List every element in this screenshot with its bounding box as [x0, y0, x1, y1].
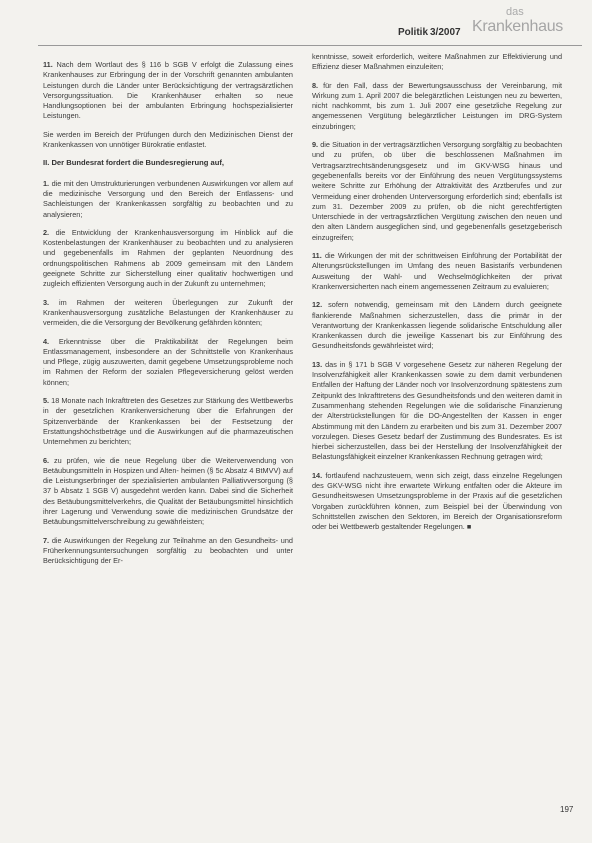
page-number: 197	[560, 805, 574, 814]
paragraph-number: 11.	[312, 251, 322, 261]
right-column	[312, 52, 562, 540]
paragraph-number: 4.	[43, 336, 50, 346]
paragraph-text: die mit den Umstrukturierungen verbundenen Auswirkungen vor allem auf die medizinische Versorgung und den Bereich der Entlassens- und Sachleistungen der Krankenkassen sorgfältig zu beobachten und zu analysieren;	[43, 178, 293, 219]
paragraph-number: 3.	[43, 297, 50, 307]
paragraph-number: 6.	[43, 455, 50, 465]
paragraph	[312, 81, 562, 132]
left-column	[43, 60, 293, 574]
paragraph-text: die Situation in der vertragsärztlichen Versorgung sorgfältig zu beobachten und zu prüfen, ob über die beschlossenen Maßnahmen im Vertragsarztrechtsänderungsgesetz und im GKV-WSG hinaus und gegebenenfalls bereits vor der Einführung des neuen Vergütungssystems weitere Schritte zur Erhöhung der Attraktivität des Arztberufes und zur Vermeidung einer drohenden Unterversorgung erforderlich sind; ebenfalls ist zum 31. Dezember 2009 zu prüfen, ob die nicht gerechtfertigten Unterschiede in der vertragsärztlichen Vergütung zwischen den neuen und den alten Ländern ausgeglichen sind, und gegebenenfalls gesetzgeberisch einzugreifen;	[312, 140, 562, 242]
paragraph-text: Erkenntnisse über die Praktikabilität der Regelungen beim Entlassmanagement, insbesondere an der Schnittstelle von Krankenhaus und Pflege, zügig auszuwerten, damit gegebene Umsetzungsprobleme noch im Rahmen der Reform der sozialen Pflegeversicherung gelöst werden können;	[43, 336, 293, 387]
header-rule	[38, 45, 582, 46]
paragraph-number: 8.	[312, 80, 319, 90]
section-heading: II. Der Bundesrat fordert die Bundesregierung auf,	[43, 158, 225, 168]
paragraph-text: sofern notwendig, gemeinsam mit den Ländern durch geeignete flankierende Maßnahmen sicherzustellen, dass die primär in der Verantwortung der Krankenkassen liegende solidarische Entschuldung aller Krankenkassen durch die jeweilige Kassenart bis zur Einführung des Gesundheitsfonds gewährleistet wird;	[312, 300, 562, 351]
paragraph	[43, 298, 293, 329]
paragraph-text: im Rahmen der weiteren Überlegungen zur Zukunft der Krankenhausversorgung zusätzliche Belastungen der Krankenhäuser zu vermeiden, die die Versorgung der Bevölkerung gefährden könnten;	[43, 297, 293, 328]
paragraph-number: 13.	[312, 359, 323, 369]
paragraph-text: Nach dem Wortlaut des § 116 b SGB V erfolgt die Zulassung eines Krankenhauses zur Erbringung der in der Vorschrift genannten ambulanten Leistungen durch die Länder unter Berücksichtigung der vertragsärztlichen Versorgungssituation. Die Krankenhäuser erhalten so neue Handlungsoptionen bei der ambulanten Erbringung hochspezialisierter Leistungen.	[43, 60, 293, 121]
paragraph-number: 11.	[43, 60, 53, 69]
issue-number: 3/2007	[430, 27, 461, 38]
paragraph	[43, 228, 293, 290]
paragraph-number: 12.	[312, 300, 323, 310]
paragraph-number: 7.	[43, 535, 50, 545]
logo-name: Krankenhaus	[472, 18, 563, 35]
paragraph-text: für den Fall, dass der Bewertungsausschuss der Vereinbarung, mit Wirkung zum 1. April 2007 die belegärztlichen Leistungen neu zu bewerten, nicht nachkommt, bis zum 1. Juli 2007 eine gesetzliche Regelung zur angemessenen Vergütung belegärztlicher Leistungen im DRG-System einzubringen;	[312, 80, 563, 131]
paragraph-text: kenntnisse, soweit erforderlich, weitere Maßnahmen zur Effektivierung und Effizienz dieser Maßnahmen einzuleiten;	[312, 52, 562, 72]
paragraph-number: 5.	[43, 396, 50, 406]
paragraph	[312, 52, 562, 73]
paragraph	[312, 300, 562, 351]
paragraph-number: 1.	[43, 178, 50, 188]
paragraph-text: 18 Monate nach Inkrafttreten des Gesetzes zur Stärkung des Wettbewerbs in der gesetzlichen Krankenversicherung über die Erfahrungen der Spitzenverbände der Krankenkassen bei der Festsetzung der Erstattungshöchstbeträge und die Auswirkungen auf die pharmazeutischen Unternehmen zu berichten;	[43, 396, 293, 447]
logo-das: das	[506, 6, 524, 18]
paragraph	[43, 179, 293, 220]
paragraph	[312, 251, 562, 292]
paragraph-text: die Wirkungen der mit der schrittweisen Einführung der Portabilität der Alterungsrückstellungen im Umfang des neuen Basistarifs verbundenen Ausweitung der Wahl- und Wechselmöglichkeiten der privat Krankenversicherten nach einem angemessenen Zeitraum zu evaluieren;	[312, 251, 563, 291]
journal-logo	[468, 6, 580, 42]
paragraph-text: die Auswirkungen der Regelung zur Teilnahme an den Gesundheits- und Früherkennungsuntersuchungen sorgfältig zu beobachten und unter Berücksichtigung der Er-	[43, 535, 293, 566]
paragraph-text: Sie werden im Bereich der Prüfungen durch den Medizinischen Dienst der Krankenkassen von unnötiger Bürokratie entlastet.	[43, 129, 293, 150]
paragraph-text: fortlaufend nachzusteuern, wenn sich zeigt, dass einzelne Regelungen des GKV-WSG nicht ihre erwartete Wirkung entfalten oder die Akteure im Gesundheitswesen Umsetzungsprobleme in der Praxis auf die gesetzlichen Vorgaben zurückführen können, zum Beispiel bei der Überwindung von Schnittstellen zwischen den Sektoren, im Bereich der Organisationsreform oder bei Wettbewerb gestaltender Regelungen.	[312, 470, 562, 532]
paragraph-number: 14.	[312, 470, 323, 480]
paragraph	[312, 360, 562, 463]
paragraph-text: das in § 171 b SGB V vorgesehene Gesetz zur näheren Regelung der Insolvenzfähigkeit aller Krankenkassen sowie zu dem damit verbundenen Entfallen der Haftung der Länder noch vor Insolvenzordnung spätestens zum Zeitpunkt des Inkrafttretens des Gesundheitsfonds und den weiteren damit in Zusammenhang stehenden Regelungen wie die solidarische Finanzierung der Alterstrückstellungen für die DO-Angestellten der Kassen in enger Abstimmung mit den Ländern zu erarbeiten und bis zum 31. Dezember 2007 vorzulegen. Dieses Gesetz bedarf der Zustimmung des Bundesrates. Es ist hierbei sicherzustellen, dass bei der Herstellung der Insolvenzfähigkeit der Belastungsfähigkeit einzelner Krankenkassen Rechnung getragen wird;	[312, 359, 562, 462]
paragraph	[43, 396, 293, 447]
paragraph	[43, 130, 293, 151]
end-mark-icon: ■	[466, 522, 472, 532]
paragraph-number: 9.	[312, 140, 319, 150]
paragraph	[43, 60, 293, 122]
paragraph	[43, 337, 293, 388]
paragraph	[312, 471, 562, 533]
paragraph	[43, 456, 293, 528]
page-header	[0, 0, 592, 50]
paragraph-number: 2.	[43, 227, 50, 237]
paragraph	[43, 536, 293, 567]
section-title: Politik	[398, 27, 429, 38]
paragraph-text: die Entwicklung der Krankenhausversorgung im Hinblick auf die Kostenbelastungen der Krankenhäuser zu beobachten und zu analysieren und gegebenenfalls im Rahmen der geplanten Neuordnung des ordnungspolitischen Rahmens ab 2009 gemeinsam mit den Ländern geeignete Schritte zur Sicherstellung einer qualitativ hochwertigen und zugleich effizienten Versorgung auch in der Zukunft zu unternehmen;	[43, 227, 294, 289]
paragraph-text: zu prüfen, wie die neue Regelung über die Weiterverwendung von Betäubungsmitteln in Hospizen und Alten- heimen (§ 5c Absatz 4 BtMVV) auf die Leistungserbringer der spezialisierten ambulanten Palliativversorgung (§ 37 b Absatz 1 SGB V) ausgedehnt werden kann. Dabei sind die Sicherheit des Betäubungsmittelverkehrs, die Qualität der Betäubungsmittel hinsichtlich ihrer Lagerung und Verwendung sowie die medizinischen Grundsätze der Betäubungsmittelverschreibung zu gewährleisten;	[43, 455, 294, 527]
paragraph	[312, 140, 562, 243]
